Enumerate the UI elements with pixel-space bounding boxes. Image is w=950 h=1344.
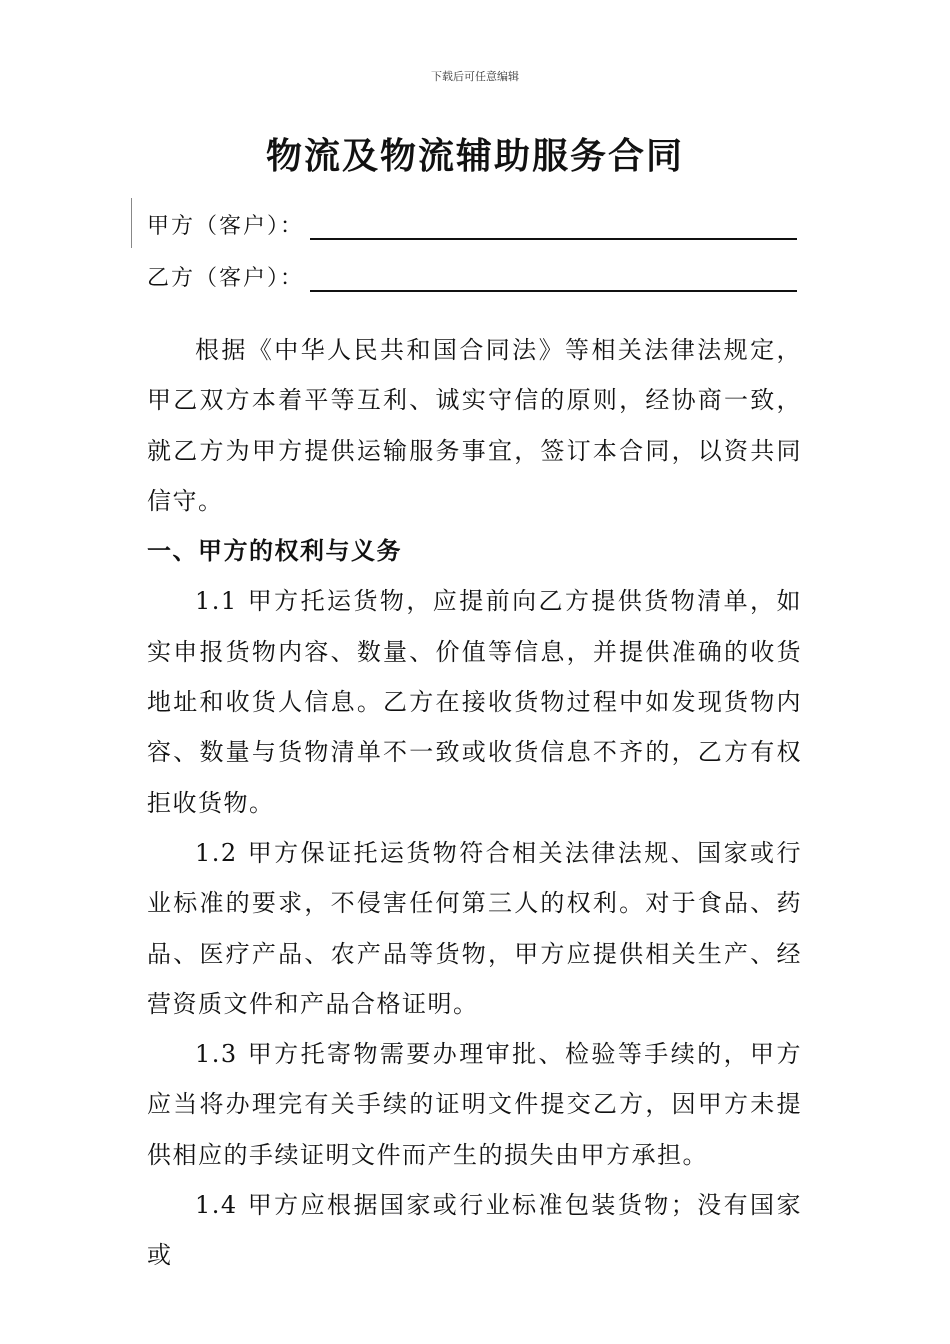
party-b-row xyxy=(147,252,797,292)
party-b-blank-line[interactable] xyxy=(310,262,797,292)
clause-1-4: 1.4 甲方应根据国家或行业标准包装货物；没有国家或 xyxy=(147,1191,802,1270)
party-a-row xyxy=(147,200,797,240)
section-1-heading: 一、甲方的权利与义务 xyxy=(147,536,402,566)
clause-1-2: 1.2 甲方保证托运货物符合相关法律法规、国家或行业标准的要求，不侵害任何第三人的权利。对于食品、药品、医疗产品、农产品等货物，甲方应提供相关生产、经营资质文件和产品合格证明。 xyxy=(147,838,802,1018)
document-title: 物流及物流辅助服务合同 xyxy=(265,135,684,177)
clause-1-3: 1.3 甲方托寄物需要办理审批、检验等手续的，甲方应当将办理完有关手续的证明文件提交乙方，因甲方未提供相应的手续证明文件而产生的损失由甲方承担。 xyxy=(147,1040,802,1169)
party-a-label: 甲方（客户）： xyxy=(147,214,305,239)
party-b-label: 乙方（客户）： xyxy=(147,266,305,291)
party-a-blank-line[interactable] xyxy=(310,210,797,240)
contract-body xyxy=(147,325,802,1281)
preamble-paragraph: 根据《中华人民共和国合同法》等相关法律法规定，甲乙双方本着平等互利、诚实守信的原则，经协商一致，就乙方为甲方提供运输服务事宜，签订本合同，以资共同信守。 xyxy=(147,336,802,515)
header-note: 下载后可任意编辑 xyxy=(431,70,519,83)
clause-1-1: 1.1 甲方托运货物，应提前向乙方提供货物清单，如实申报货物内容、数量、价值等信息，并提供准确的收货地址和收货人信息。乙方在接收货物过程中如发现货物内容、数量与货物清单不一致或收货信息不齐的，乙方有权拒收货物。 xyxy=(147,587,802,817)
margin-mark xyxy=(131,198,132,248)
